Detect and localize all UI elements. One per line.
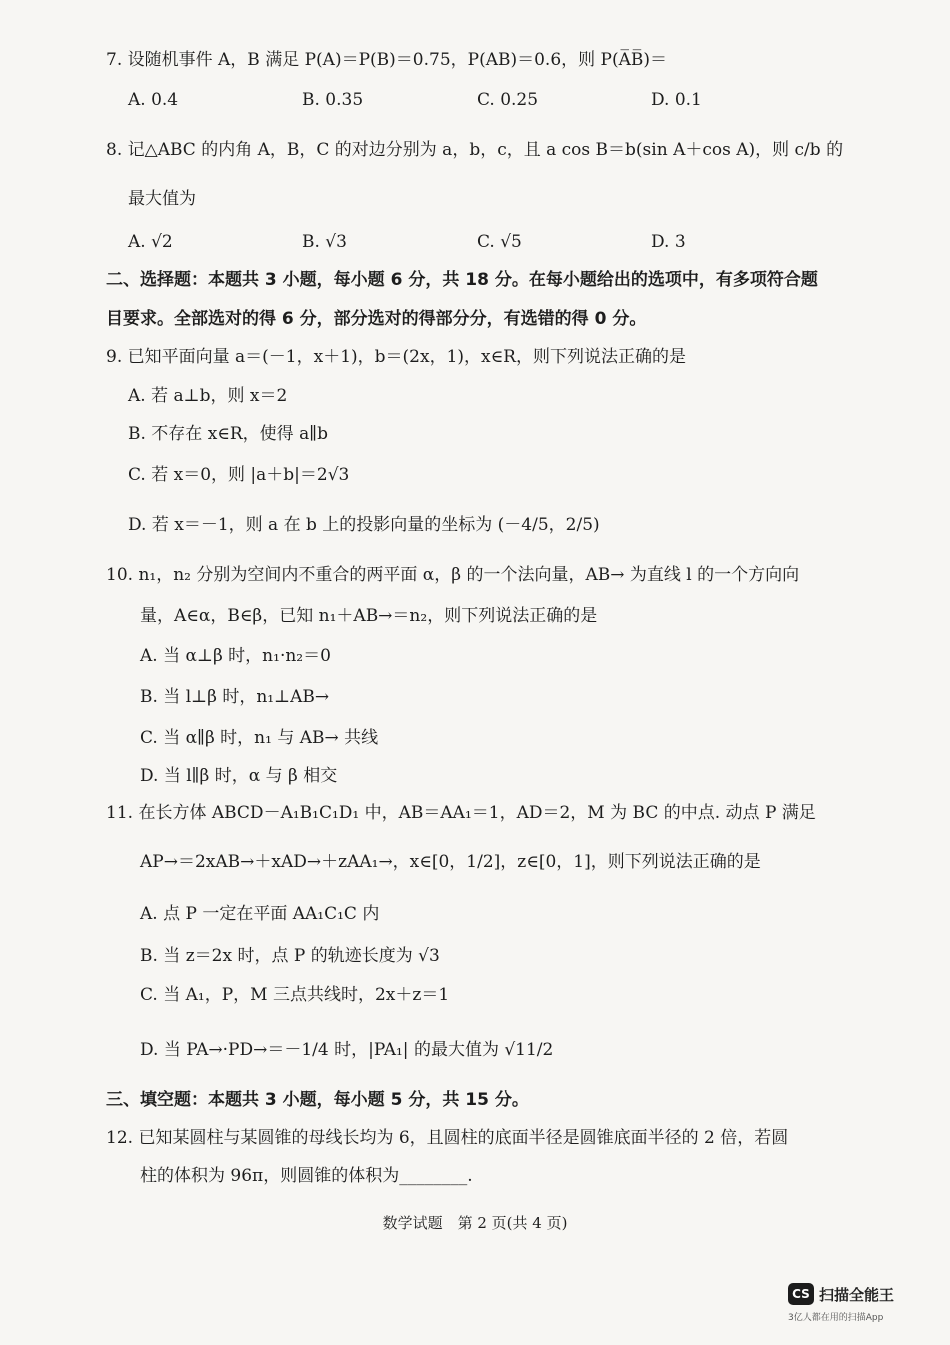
scanner-slogan: 3亿人都在用的扫描App: [788, 1313, 884, 1323]
q10-option-b: B. 当 l⊥β 时，n₁⊥AB→: [140, 687, 330, 707]
scanner-app-name: 扫描全能王: [819, 1286, 895, 1304]
q11-stem-cont: AP→＝2xAB→＋xAD→＋zAA₁→，x∈[0，1/2]，z∈[0，1]，则下列说法正确的是: [140, 852, 761, 872]
q7-stem: 7. 设随机事件 A，B 满足 P(A)＝P(B)＝0.75，P(AB)＝0.6，则 P(A̅B̅)＝: [106, 50, 668, 70]
scanner-watermark: [788, 1281, 928, 1323]
section2-heading-cont: 目要求。全部选对的得 6 分，部分选对的得部分分，有选错的得 0 分。: [106, 309, 647, 329]
q7-option-c: C. 0.25: [477, 90, 539, 110]
q7-option-d: D. 0.1: [651, 90, 702, 110]
q9-option-c: C. 若 x＝0，则 |a＋b|＝2√3: [128, 465, 350, 485]
q9-option-b: B. 不存在 x∈R，使得 a∥b: [128, 424, 328, 444]
q10-option-d: D. 当 l∥β 时，α 与 β 相交: [140, 766, 338, 786]
q11-option-c: C. 当 A₁，P，M 三点共线时，2x＋z＝1: [140, 985, 450, 1005]
section2-heading: 二、选择题：本题共 3 小题，每小题 6 分，共 18 分。在每小题给出的选项中，有多项符合题: [106, 270, 818, 290]
q8-option-d: D. 3: [651, 232, 686, 252]
q8-option-b: B. √3: [302, 232, 347, 252]
q9-option-d: D. 若 x＝－1，则 a 在 b 上的投影向量的坐标为 (－4/5，2/5): [128, 515, 600, 535]
q8-option-a: A. √2: [128, 232, 173, 252]
q7-option-a: A. 0.4: [128, 90, 179, 110]
q11-stem: 11. 在长方体 ABCD－A₁B₁C₁D₁ 中，AB＝AA₁＝1，AD＝2，M 为 BC 的中点. 动点 P 满足: [106, 803, 816, 823]
q11-option-a: A. 点 P 一定在平面 AA₁C₁C 内: [140, 904, 380, 924]
page-footer: 数学试题 第 2 页(共 4 页): [382, 1214, 568, 1232]
q10-option-c: C. 当 α∥β 时，n₁ 与 AB→ 共线: [140, 728, 379, 748]
q9-stem: 9. 已知平面向量 a＝(－1，x＋1)，b＝(2x，1)，x∈R，则下列说法正确的是: [106, 347, 686, 367]
q7-option-b: B. 0.35: [302, 90, 364, 110]
q12-stem-cont: 柱的体积为 96π，则圆锥的体积为________.: [140, 1166, 473, 1186]
cs-logo-icon: CS: [788, 1283, 814, 1305]
q12-stem: 12. 已知某圆柱与某圆锥的母线长均为 6，且圆柱的底面半径是圆锥底面半径的 2 倍，若圆: [106, 1128, 789, 1148]
q10-option-a: A. 当 α⊥β 时，n₁·n₂＝0: [140, 646, 331, 666]
section3-heading: 三、填空题：本题共 3 小题，每小题 5 分，共 15 分。: [106, 1090, 529, 1110]
q11-option-d: D. 当 PA→·PD→＝－1/4 时，|PA₁| 的最大值为 √11/2: [140, 1040, 554, 1060]
q10-stem-cont: 量，A∈α，B∈β，已知 n₁＋AB→＝n₂，则下列说法正确的是: [140, 606, 598, 626]
q8-stem-cont: 最大值为: [128, 189, 196, 209]
q11-option-b: B. 当 z＝2x 时，点 P 的轨迹长度为 √3: [140, 946, 440, 966]
q8-option-c: C. √5: [477, 232, 522, 252]
q10-stem: 10. n₁，n₂ 分别为空间内不重合的两平面 α，β 的一个法向量，AB→ 为直线 l 的一个方向向: [106, 565, 800, 585]
q9-option-a: A. 若 a⊥b，则 x＝2: [128, 386, 288, 406]
q8-stem: 8. 记△ABC 的内角 A，B，C 的对边分别为 a，b，c，且 a cos B＝b(sin A＋cos A)，则 c/b 的: [106, 140, 844, 160]
